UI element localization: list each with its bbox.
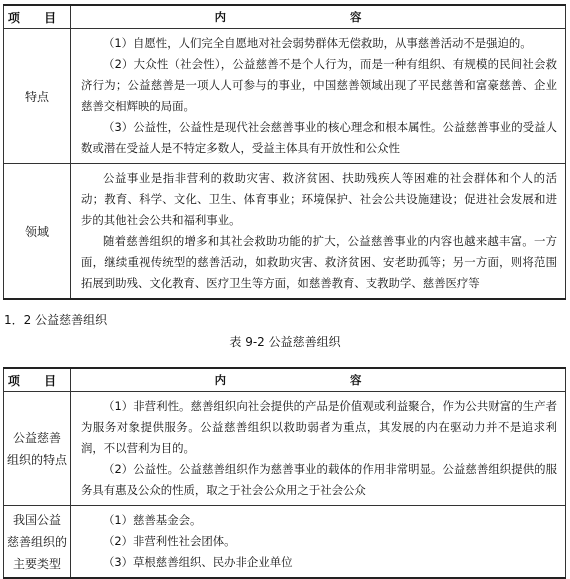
row-content [71,29,566,164]
row-label-line: 组织的特点 [6,452,67,467]
paragraph: （2）非营利性社会团体。 [103,534,236,548]
header-item: 项 目 [4,5,71,29]
table-header-row [4,5,566,29]
paragraph: （3）草根慈善组织、民办非企业单位 [103,555,293,569]
header-content: 内 容 [71,5,566,29]
table-row [4,506,566,579]
paragraph: （3）公益性，公益性是现代社会慈善事业的核心理念和根本属性。公益慈善事业的受益人数或潜在受益人是不特定多数人，受益主体具有开放性和公众性 [81,120,557,155]
row-label: 特点 [4,29,71,164]
paragraph: （2）大众性（社会性），公益慈善不是个人行为，而是一种有组织、有规模的民间社会救济行为；公益慈善是一项人人可参与的事业，中国慈善领域出现了平民慈善和富豪慈善、企业慈善交相辉映的局面。 [81,57,557,113]
row-content [71,164,566,300]
table-row [4,392,566,506]
row-label-line: 我国公益 [12,512,61,527]
paragraph: 公益事业是指非营利的救助灾害、救济贫困、扶助残疾人等困难的社会群体和个人的活动；教育、科学、文化、卫生、体育事业；环境保护、社会公共设施建设；促进社会发展和进步的其他社会公共和福利事业。 [81,171,557,227]
row-label-line: 慈善组织的 [6,534,67,549]
section-heading: 1．2 公益慈善组织 [4,313,108,327]
paragraph: （1）非营利性。慈善组织向社会提供的产品是价值观或利益聚合，作为公共财富的生产者为服务对象提供服务。公益慈善组织以救助弱者为重点，其发展的内在驱动力并不是追求利润，不以营利为目的。 [81,399,557,455]
header-item: 项 目 [4,368,71,392]
table-characteristics [3,4,566,300]
table-row [4,29,566,164]
table-caption: 表 9-2 公益慈善组织 [229,335,341,349]
row-content [71,392,566,506]
row-label: 领域 [4,164,71,300]
paragraph: 随着慈善组织的增多和其社会救助功能的扩大，公益慈善事业的内容也越来越丰富。一方面，继续重视传统型的慈善活动，如救助灾害、救济贫困、安老助孤等；另一方面，则将范围拓展到助残、文化教育、医疗卫生等方面，如慈善教育、支教助学、慈善医疗等 [81,234,557,290]
table-row [4,164,566,300]
paragraph: （1）自愿性，人们完全自愿地对社会弱势群体无偿救助，从事慈善活动不是强迫的。 [103,36,532,50]
row-label-line: 公益慈善 [12,430,61,445]
header-content: 内 容 [71,368,566,392]
table-header-row [4,368,566,392]
row-label [4,392,71,506]
row-label-line: 主要类型 [12,556,61,571]
table-organizations [3,367,566,579]
row-content [71,506,566,579]
row-label [4,506,71,579]
paragraph: （2）公益性。公益慈善组织作为慈善事业的载体的作用非常明显。公益慈善组织提供的服务具有惠及公众的性质，取之于社会公众用之于社会公众 [81,462,557,497]
paragraph: （1）慈善基金会。 [103,513,202,527]
